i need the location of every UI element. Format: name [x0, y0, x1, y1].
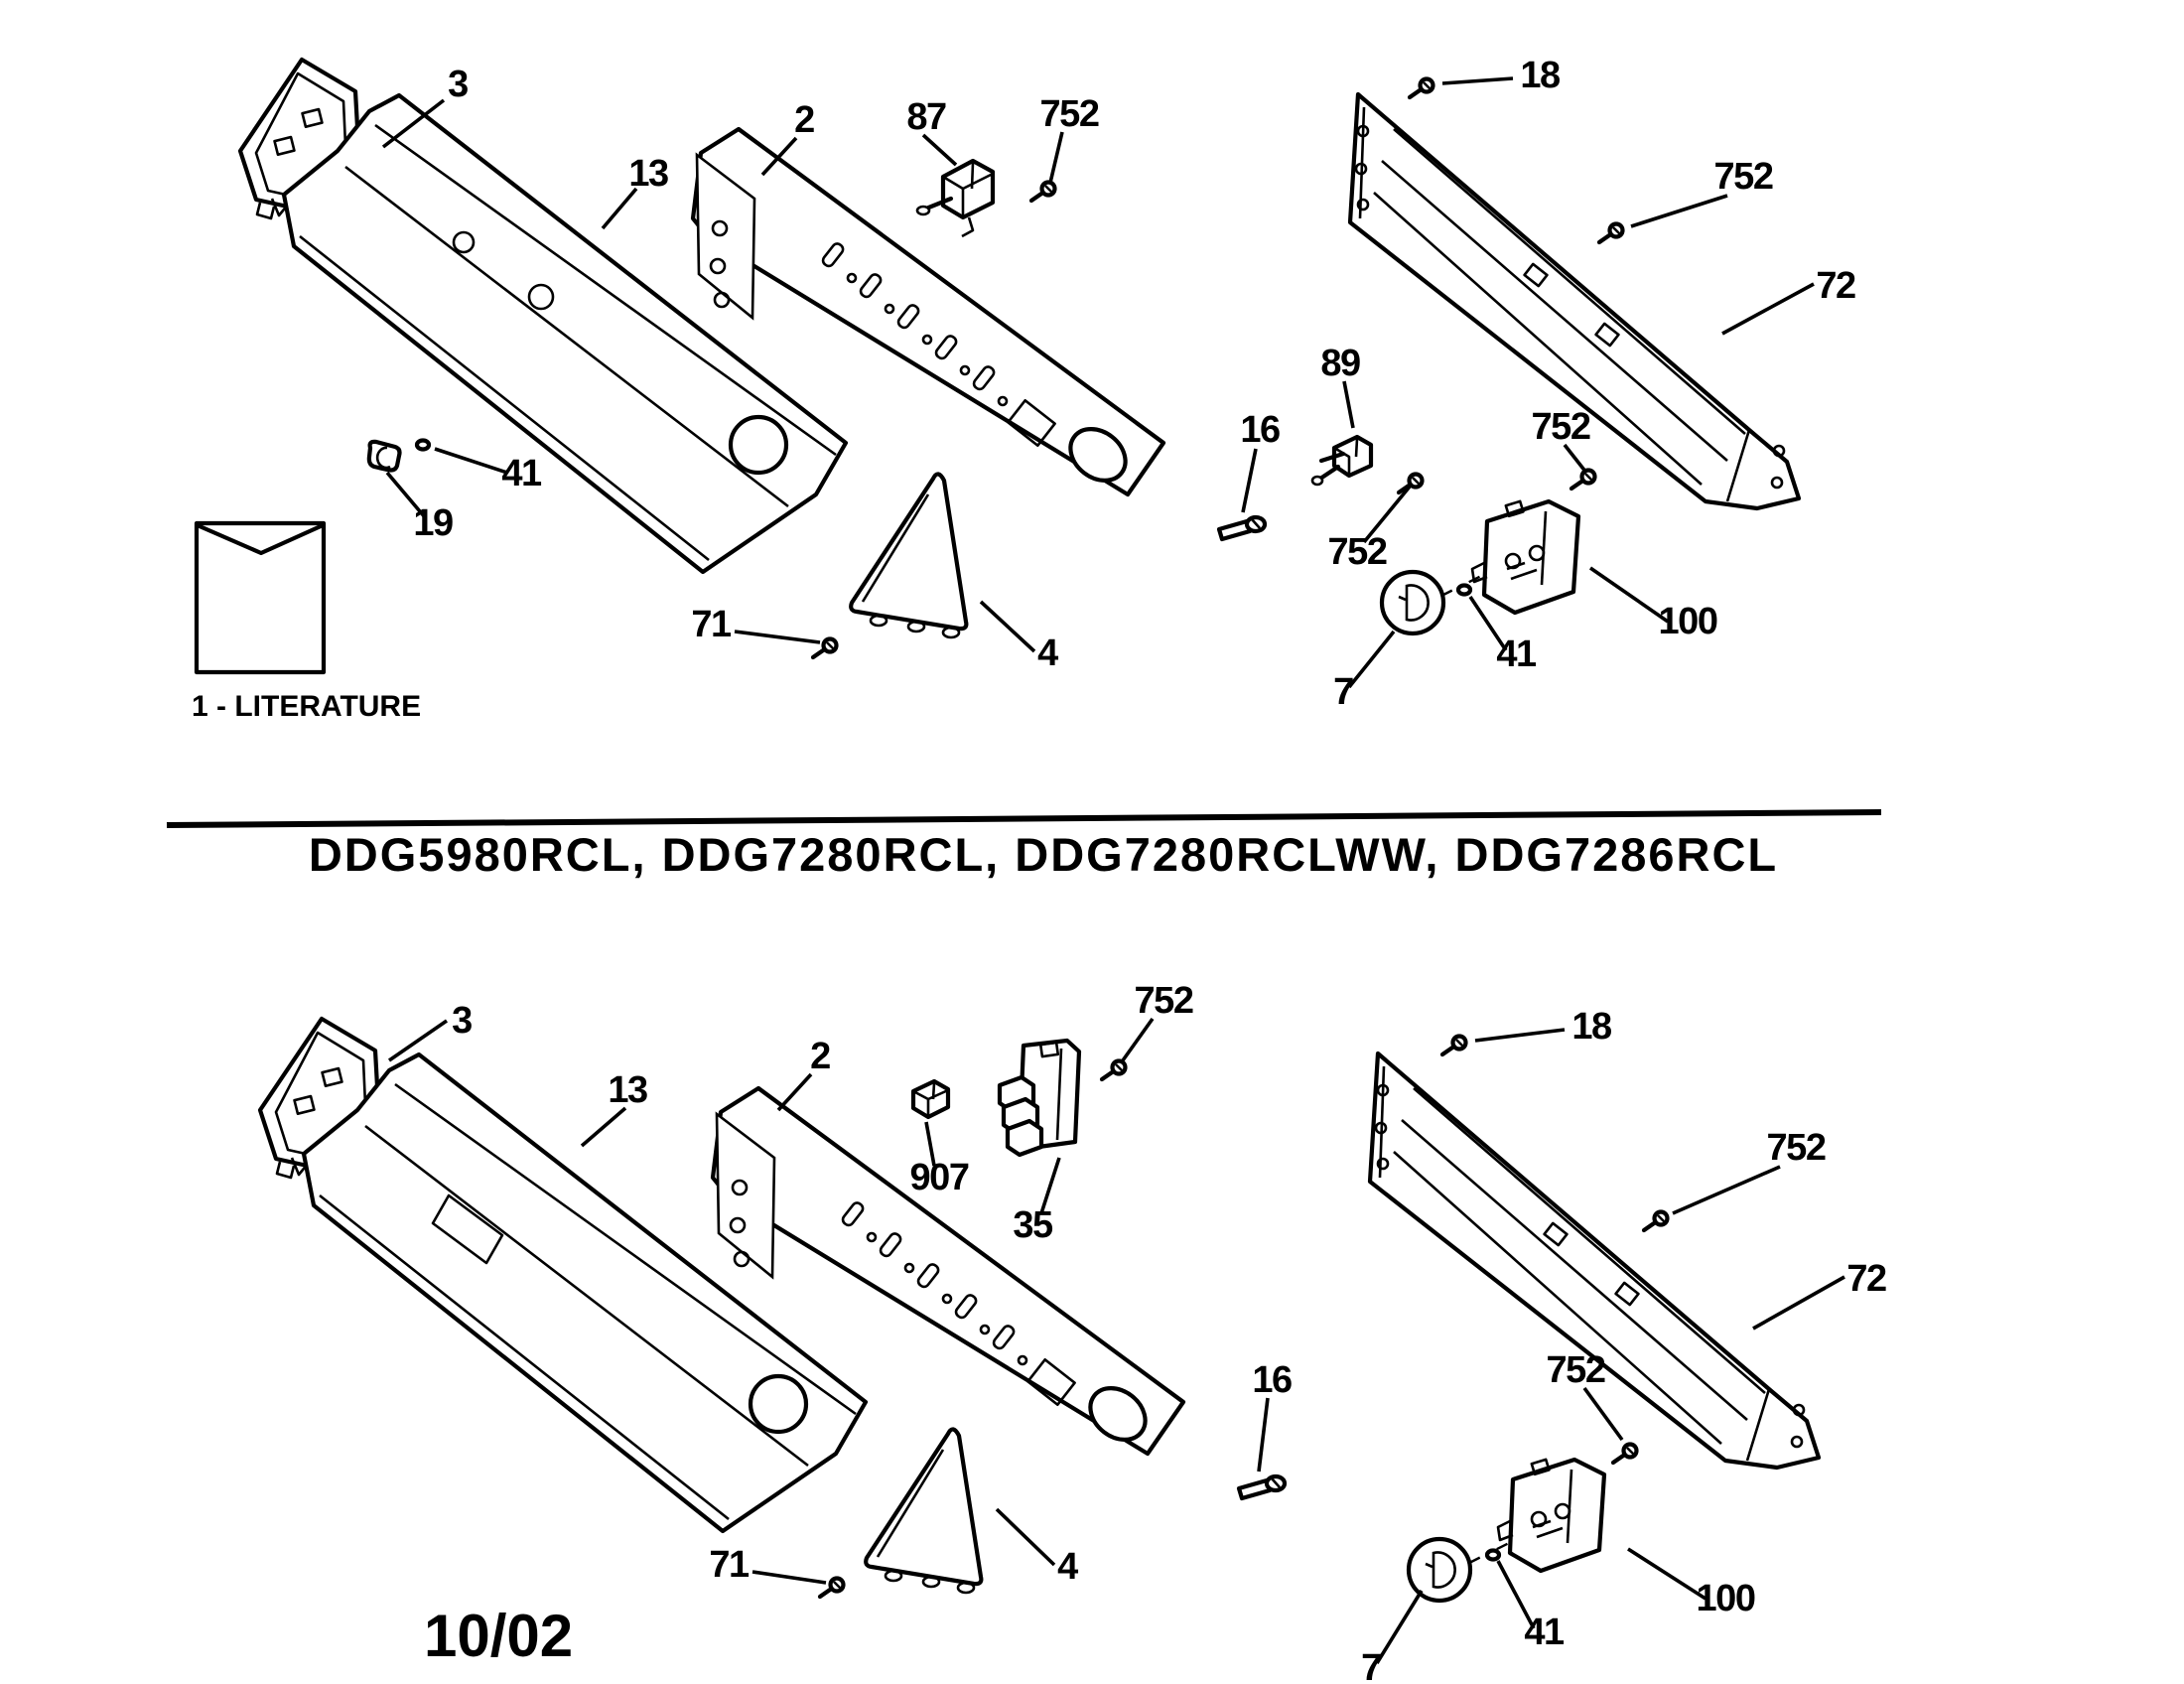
part-label-bottom-16: 16 [1252, 1359, 1292, 1401]
screw-part-18 [1442, 1037, 1466, 1055]
leader-line-top-13 [603, 189, 636, 228]
part-label-top-4: 4 [1037, 632, 1057, 674]
part-label-bottom-41: 41 [1524, 1612, 1564, 1653]
part-label-top-752: 752 [1531, 406, 1590, 448]
part-label-bottom-4: 4 [1057, 1546, 1077, 1588]
leader-line-top-752 [1631, 196, 1727, 226]
end-cap-part-4 [866, 1429, 981, 1593]
part-label-top-72: 72 [1816, 265, 1855, 307]
leader-line-bottom-4 [997, 1509, 1054, 1565]
part-label-bottom-18: 18 [1571, 1006, 1611, 1048]
part-label-top-87: 87 [906, 96, 946, 138]
leader-line-top-87 [923, 135, 956, 165]
literature-envelope-icon [197, 523, 324, 672]
timer-knob-part-7 [1409, 1539, 1470, 1601]
part-label-top-41: 41 [1496, 633, 1536, 675]
switch-assembly-part-35 [1000, 1041, 1079, 1155]
screw-part-752 [1102, 1061, 1126, 1080]
part-label-top-2: 2 [794, 99, 814, 141]
clip-part-41 [417, 441, 429, 450]
part-label-bottom-3: 3 [452, 1000, 472, 1042]
part-label-bottom-907: 907 [909, 1157, 969, 1198]
part-label-top-7: 7 [1333, 671, 1353, 713]
screw-part-752 [1399, 475, 1423, 493]
screw-part-752 [1613, 1445, 1637, 1464]
part-label-bottom-13: 13 [608, 1069, 647, 1111]
leader-line-top-41 [435, 449, 507, 473]
timer-knob-part-7 [1382, 572, 1443, 633]
leader-line-bottom-13 [582, 1108, 625, 1146]
part-label-top-89: 89 [1320, 343, 1360, 384]
switch-part-87 [917, 161, 993, 236]
part-label-top-71: 71 [691, 604, 731, 645]
leader-line-top-752 [1050, 132, 1062, 183]
part-label-top-100: 100 [1658, 601, 1717, 642]
part-label-top-752: 752 [1327, 531, 1387, 573]
timer-part-100 [1472, 501, 1578, 613]
leader-line-bottom-752 [1123, 1019, 1153, 1060]
models-title: DDG5980RCL, DDG7280RCL, DDG7280RCLWW, DDG7286RCL [308, 828, 1779, 881]
leader-line-top-100 [1590, 568, 1668, 622]
leader-line-top-752 [1565, 445, 1586, 473]
screw-part-752 [1599, 224, 1623, 243]
part-label-top-13: 13 [628, 153, 668, 195]
leader-line-bottom-18 [1475, 1030, 1565, 1041]
part-label-top-19: 19 [413, 502, 453, 544]
leader-line-bottom-100 [1628, 1549, 1706, 1599]
part-label-bottom-2: 2 [810, 1036, 830, 1077]
leader-line-top-7 [1349, 632, 1394, 687]
part-label-top-16: 16 [1240, 409, 1280, 451]
switch-part-89 [1312, 437, 1371, 485]
top-exploded-view [192, 60, 1799, 723]
screw-part-752 [1644, 1212, 1668, 1231]
leader-line-bottom-72 [1753, 1277, 1844, 1329]
leader-line-bottom-71 [752, 1572, 826, 1583]
part-label-bottom-72: 72 [1846, 1258, 1886, 1300]
part-label-top-752: 752 [1713, 156, 1773, 198]
part-label-top-3: 3 [448, 64, 468, 105]
rear-panel-part-72 [1370, 1053, 1819, 1468]
leader-line-bottom-16 [1259, 1398, 1268, 1472]
part-label-bottom-7: 7 [1361, 1647, 1381, 1684]
bottom-exploded-view [260, 1019, 1819, 1601]
start-key-part-16 [1239, 1476, 1285, 1498]
part-label-bottom-752: 752 [1134, 980, 1193, 1022]
part-label-bottom-35: 35 [1013, 1204, 1052, 1246]
timer-part-100 [1498, 1460, 1604, 1571]
start-key-part-16 [1219, 517, 1265, 539]
part-label-bottom-752: 752 [1766, 1127, 1826, 1169]
leader-line-top-4 [981, 602, 1034, 651]
part-label-top-752: 752 [1039, 93, 1099, 135]
part-label-bottom-100: 100 [1696, 1578, 1755, 1619]
leader-line-bottom-752 [1673, 1167, 1780, 1213]
part-label-bottom-752: 752 [1546, 1349, 1605, 1391]
screw-part-752 [1571, 471, 1595, 490]
leader-line-top-72 [1722, 284, 1814, 334]
screw-part-18 [1410, 79, 1433, 98]
leader-line-top-16 [1243, 449, 1256, 512]
part-label-bottom-71: 71 [709, 1544, 749, 1586]
switch-part-907 [913, 1081, 948, 1117]
clip-part-19 [369, 442, 400, 471]
literature-label: 1 - LITERATURE [192, 690, 422, 723]
date-code: 10/02 [424, 1603, 574, 1669]
part-label-top-18: 18 [1520, 55, 1560, 96]
end-cap-part-4 [851, 474, 966, 637]
leader-line-bottom-2 [778, 1074, 811, 1110]
part-label-top-41: 41 [501, 453, 541, 494]
screw-part-752 [1031, 183, 1055, 202]
leader-line-bottom-7 [1377, 1591, 1422, 1663]
leader-line-top-18 [1442, 78, 1513, 83]
leader-line-bottom-752 [1584, 1388, 1622, 1440]
leader-line-top-89 [1344, 381, 1353, 428]
leader-line-top-71 [735, 632, 820, 642]
models-divider-line [167, 812, 1881, 825]
